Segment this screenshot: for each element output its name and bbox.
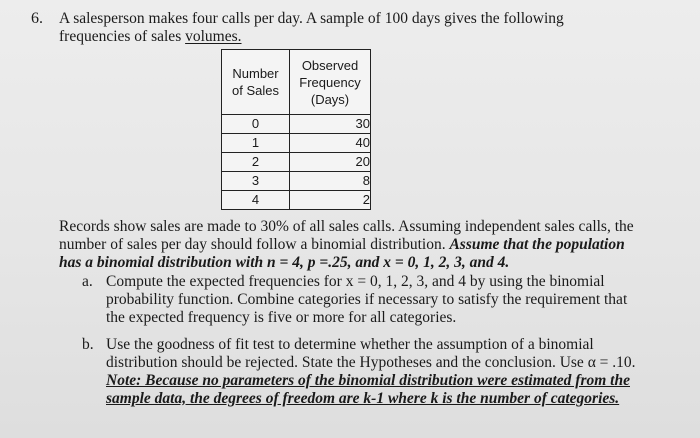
table-row [222, 153, 371, 172]
cell-sales: 1 [222, 134, 290, 153]
item-a-label: a. [82, 273, 93, 290]
item-a-line-3: the expected frequency is five or more for all categories. [106, 309, 457, 326]
paragraph-line-2-emphasis: Assume that the population [449, 236, 625, 253]
paragraph-line-1: Records show sales are made to 30% of all sales calls. Assuming independent sales calls, the [59, 218, 634, 235]
table-row [222, 134, 371, 153]
item-b-note-line-2: sample data, the degrees of freedom are k-1 where k is the number of categories. [106, 390, 620, 407]
header-number-line1: Number [232, 66, 279, 81]
item-a-line-1: Compute the expected frequencies for x = 0, 1, 2, 3, and 4 by using the binomial [106, 273, 605, 290]
paragraph-line-3: has a binomial distribution with n = 4, p =.25, and x = 0, 1, 2, 3, and 4. [59, 254, 510, 271]
header-observed-line2: Frequency [299, 74, 361, 90]
header-observed-frequency [290, 50, 371, 115]
header-number-line2: of Sales [232, 83, 279, 98]
intro-line-2-text: frequencies of sales [59, 28, 186, 45]
table-row [222, 115, 371, 134]
cell-sales: 3 [222, 172, 290, 191]
intro-line-2-underlined: volumes. [185, 28, 242, 45]
intro-line-2 [59, 28, 242, 46]
header-number-of-sales [222, 50, 290, 115]
item-b-note-line-1: Note: Because no parameters of the binomial distribution were estimated from the [106, 372, 630, 389]
paragraph-line-2-text: number of sales per day should follow a binomial distribution. [59, 236, 450, 253]
cell-sales: 4 [222, 191, 290, 210]
question-number: 6. [31, 10, 43, 27]
item-b-line-2: distribution should be rejected. State the Hypotheses and the conclusion. Use α = .10. [106, 354, 636, 371]
paragraph-line-2 [59, 236, 625, 254]
item-b-label: b. [82, 336, 94, 353]
header-observed-line1: Observed [301, 57, 359, 73]
cell-days: 20 [290, 153, 371, 172]
header-observed-line3: (Days) [310, 91, 350, 107]
cell-sales: 2 [222, 153, 290, 172]
item-a-line-2: probability function. Combine categories if necessary to satisfy the requirement that [106, 291, 628, 308]
cell-days: 40 [290, 134, 371, 153]
item-b-line-1: Use the goodness of fit test to determine whether the assumption of a binomial [106, 336, 594, 353]
frequency-table [221, 49, 371, 210]
intro-line-1: A salesperson makes four calls per day. A sample of 100 days gives the following [59, 10, 564, 27]
table-row [222, 172, 371, 191]
cell-sales: 0 [222, 115, 290, 134]
cell-days: 2 [290, 191, 371, 210]
cell-days: 30 [290, 115, 371, 134]
cell-days: 8 [290, 172, 371, 191]
table-row [222, 191, 371, 210]
table-header-row [222, 50, 371, 115]
